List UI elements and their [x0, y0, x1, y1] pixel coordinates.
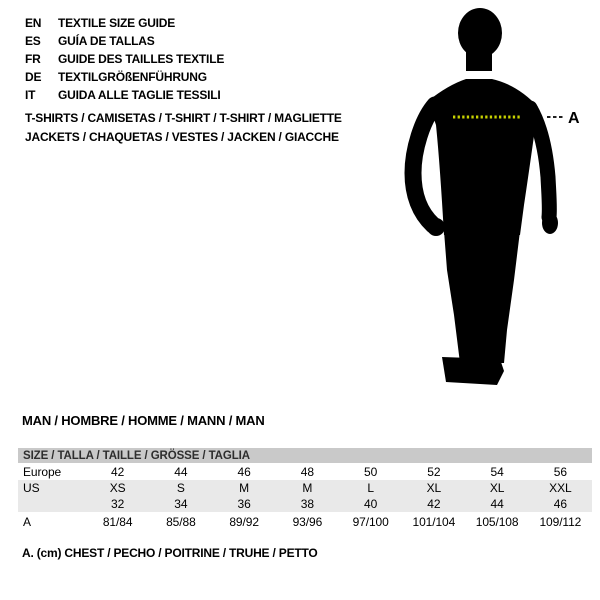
category-line-jackets: JACKETS / CHAQUETAS / VESTES / JACKEN / GIACCHE	[25, 130, 339, 144]
size-cell: M	[213, 480, 276, 496]
size-cell: 105/108	[475, 514, 519, 529]
language-label: GUÍA DE TALLAS	[58, 34, 155, 48]
silhouette-foot	[442, 357, 504, 385]
language-row	[25, 86, 224, 104]
table-row-chest-cm	[18, 512, 592, 531]
size-cell: 85/88	[166, 514, 196, 529]
measurement-footnote: A. (cm) CHEST / PECHO / POITRINE / TRUHE / PETTO	[22, 546, 318, 560]
table-row-europe	[18, 463, 592, 480]
language-label: GUIDA ALLE TAGLIE TESSILI	[58, 88, 221, 102]
size-cell: XXL	[529, 480, 592, 496]
size-cell: 36	[213, 496, 276, 512]
language-row	[25, 68, 224, 86]
row-label: US	[18, 480, 86, 496]
size-cell: 46	[529, 496, 592, 512]
size-cell: L	[339, 480, 402, 496]
table-header-label: SIZE / TALLA / TAILLE / GRÖSSE / TAGLIA	[18, 448, 592, 463]
silhouette-right-arm	[530, 108, 549, 217]
size-cell: XL	[466, 480, 529, 496]
language-label: TEXTILGRÖßENFÜHRUNG	[58, 70, 207, 84]
row-label: Europe	[23, 464, 62, 479]
size-cell: 40	[339, 496, 402, 512]
language-code: DE	[25, 70, 42, 84]
size-cell: XS	[86, 480, 149, 496]
man-silhouette	[413, 8, 558, 385]
size-cell: 46	[237, 464, 251, 479]
language-code: EN	[25, 16, 42, 30]
language-title-list	[25, 14, 224, 104]
language-code: ES	[25, 34, 41, 48]
silhouette-left-arm	[413, 105, 435, 225]
table-row-us-numeric	[18, 496, 592, 512]
size-cell: 32	[86, 496, 149, 512]
size-cell: XL	[402, 480, 465, 496]
size-cell: 52	[427, 464, 441, 479]
row-label	[18, 496, 86, 512]
silhouette-left-hand	[427, 218, 445, 236]
size-cell: 93/96	[292, 514, 323, 529]
size-table	[18, 448, 592, 531]
silhouette-right-hand	[542, 212, 558, 234]
section-title-man: MAN / HOMBRE / HOMME / MANN / MAN	[22, 413, 265, 428]
language-code: FR	[25, 52, 41, 66]
size-cell: 109/112	[539, 514, 582, 529]
language-label: GUIDE DES TAILLES TEXTILE	[58, 52, 225, 66]
row-label: A	[23, 514, 31, 529]
table-header-row	[18, 448, 592, 463]
measure-label-a: A	[568, 110, 580, 127]
size-cell: 89/92	[229, 514, 259, 529]
size-cell: 48	[300, 464, 314, 479]
size-cell: S	[149, 480, 212, 496]
size-cell: 81/84	[102, 514, 133, 529]
size-cell: M	[276, 480, 339, 496]
size-cell: 34	[149, 496, 212, 512]
table-row-us	[18, 480, 592, 496]
size-cell: 54	[490, 464, 504, 479]
size-cell: 38	[276, 496, 339, 512]
figure-area	[400, 5, 595, 390]
silhouette-legs	[444, 231, 520, 363]
size-cell: 42	[402, 496, 465, 512]
language-row	[25, 14, 224, 32]
size-cell: 42	[111, 464, 125, 479]
size-cell: 101/104	[412, 514, 456, 529]
size-cell: 44	[174, 464, 188, 479]
language-row	[25, 50, 224, 68]
language-label: TEXTILE SIZE GUIDE	[58, 16, 176, 30]
language-row	[25, 32, 224, 50]
silhouette-neck	[466, 43, 492, 71]
size-cell: 50	[364, 464, 378, 479]
silhouette-torso	[428, 79, 538, 235]
garment-categories	[25, 109, 342, 147]
man-silhouette-figure	[400, 5, 595, 390]
size-cell: 44	[466, 496, 529, 512]
size-cell: 97/100	[352, 514, 389, 529]
size-cell: 56	[553, 464, 567, 479]
language-code: IT	[25, 88, 36, 102]
category-line-tshirts: T-SHIRTS / CAMISETAS / T-SHIRT / T-SHIRT / MAGLIETTE	[25, 111, 342, 125]
